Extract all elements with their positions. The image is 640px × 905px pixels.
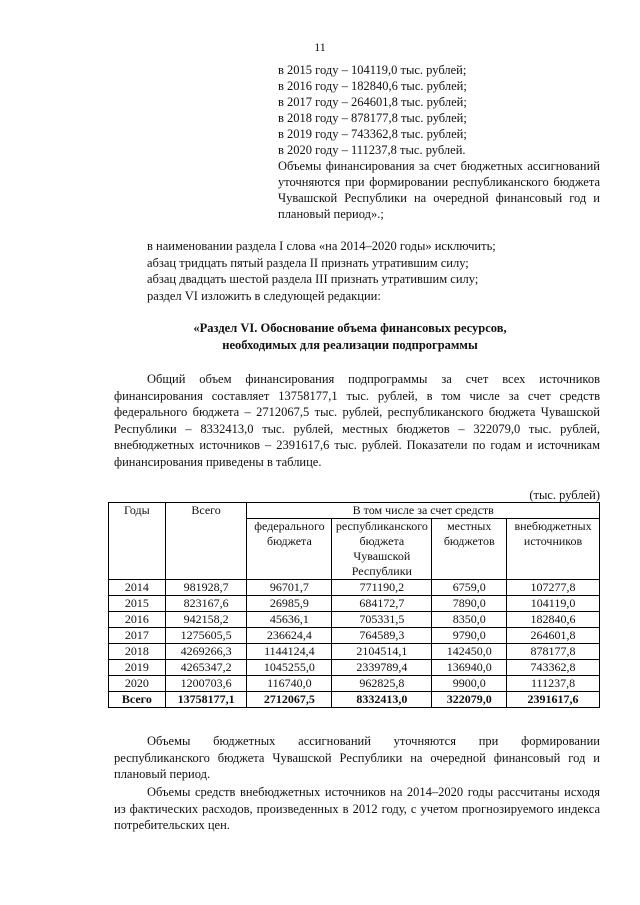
cell-total: 823167,6 (165, 596, 247, 612)
amendment-line: абзац тридцать пятый раздела II признать утратившим силу; (147, 255, 469, 270)
cell-federal: 1045255,0 (247, 660, 332, 676)
cell-total: 1275605,5 (165, 628, 247, 644)
year-line: в 2015 году – 104119,0 тыс. рублей; (278, 63, 467, 77)
table-row (109, 580, 600, 596)
cell-extrabudget: 104119,0 (507, 596, 600, 612)
header-extrabudget: внебюджетных источников (507, 519, 600, 580)
amendment-line: в наименовании раздела I слова «на 2014–2020 годы» исключить; (147, 239, 496, 253)
amendment-line: абзац двадцать шестой раздела III признать утратившим силу; (147, 272, 479, 286)
cell-federal: 1144124,4 (247, 644, 332, 660)
indented-paragraph: Объемы финансирования за счет бюджетных ассигнований уточняются при формировании республиканского бюджета Чувашской Республики на очередной финансовый год и плановый период».; (278, 159, 600, 221)
table-row (109, 644, 600, 660)
cell-republican: 771190,2 (332, 580, 432, 596)
financing-table (108, 502, 600, 708)
cell-extrabudget: 878177,8 (507, 644, 600, 660)
cell-year: 2018 (109, 644, 166, 660)
cell-extrabudget: 264601,8 (507, 628, 600, 644)
cell-extrabudget: 2391617,6 (507, 692, 600, 708)
cell-total: 4265347,2 (165, 660, 247, 676)
cell-year: 2016 (109, 612, 166, 628)
section-heading (110, 320, 590, 354)
table-row (109, 596, 600, 612)
cell-local: 322079,0 (432, 692, 507, 708)
indented-block (278, 62, 600, 222)
amendments-list (147, 238, 607, 304)
table-row (109, 612, 600, 628)
paragraph-extrabudget-sources: Объемы средств внебюджетных источников на 2014–2020 годы рассчитаны исходя из фактических расходов, произведенных в 2012 году, с учетом прогнозируемого индекса потребительских цен. (114, 785, 600, 832)
cell-republican: 962825,8 (332, 676, 432, 692)
cell-republican: 2339789,4 (332, 660, 432, 676)
cell-year: 2017 (109, 628, 166, 644)
cell-republican: 8332413,0 (332, 692, 432, 708)
cell-total: 4269266,3 (165, 644, 247, 660)
cell-federal: 2712067,5 (247, 692, 332, 708)
table-row (109, 676, 600, 692)
header-republican: республиканского бюджета Чувашской Республики (332, 519, 432, 580)
cell-federal: 45636,1 (247, 612, 332, 628)
year-line: в 2017 году – 264601,8 тыс. рублей; (278, 95, 467, 109)
cell-total: 13758177,1 (165, 692, 247, 708)
year-line: в 2020 году – 111237,8 тыс. рублей. (278, 143, 466, 157)
year-line: в 2018 году – 878177,8 тыс. рублей; (278, 111, 467, 125)
cell-federal: 26985,9 (247, 596, 332, 612)
page-number: 11 (314, 40, 326, 54)
header-including: В том числе за счет средств (247, 503, 600, 519)
cell-republican: 2104514,1 (332, 644, 432, 660)
header-federal: федерального бюджета (247, 519, 332, 580)
cell-republican: 764589,3 (332, 628, 432, 644)
cell-extrabudget: 182840,6 (507, 612, 600, 628)
table-row (109, 628, 600, 644)
header-years: Годы (109, 503, 166, 580)
header-total: Всего (165, 503, 247, 580)
cell-republican: 684172,7 (332, 596, 432, 612)
cell-local: 8350,0 (432, 612, 507, 628)
cell-year: 2019 (109, 660, 166, 676)
cell-republican: 705331,5 (332, 612, 432, 628)
amendment-line: раздел VI изложить в следующей редакции: (147, 288, 381, 303)
table-total-row (109, 692, 600, 708)
cell-local: 136940,0 (432, 660, 507, 676)
cell-total-label: Всего (109, 692, 166, 708)
paragraph-total-financing: Общий объем финансирования подпрограммы за счет всех источников финансирования составляет 13758177,1 тыс. рублей, в том числе за счет средств федерального бюджета – 2712067,5 тыс. рублей, республиканского бюджета Чувашской Республики – 8332413,0 тыс. рублей, местных бюджетов – 322079,0 тыс. рублей, внебюджетных источников – 2391617,6 тыс. рублей. Показатели по годам и источникам финансирования приведены в таблице. (114, 372, 600, 469)
cell-year: 2015 (109, 596, 166, 612)
year-line: в 2016 году – 182840,6 тыс. рублей; (278, 79, 467, 93)
table-units: (тыс. рублей) (529, 488, 600, 502)
cell-total: 1200703,6 (165, 676, 247, 692)
cell-extrabudget: 743362,8 (507, 660, 600, 676)
cell-local: 142450,0 (432, 644, 507, 660)
cell-federal: 236624,4 (247, 628, 332, 644)
cell-federal: 116740,0 (247, 676, 332, 692)
year-line: в 2019 году – 743362,8 тыс. рублей; (278, 127, 467, 141)
cell-total: 981928,7 (165, 580, 247, 596)
cell-local: 6759,0 (432, 580, 507, 596)
cell-year: 2014 (109, 580, 166, 596)
paragraph-budget-allocations: Объемы бюджетных ассигнований уточняются при формировании республиканского бюджета Чувашской Республики на очередной финансовый год и плановый период. (114, 734, 600, 781)
heading-line: необходимых для реализации подпрограммы (222, 338, 478, 352)
cell-local: 9790,0 (432, 628, 507, 644)
cell-extrabudget: 107277,8 (507, 580, 600, 596)
cell-federal: 96701,7 (247, 580, 332, 596)
header-local: местных бюджетов (432, 519, 507, 580)
heading-line: «Раздел VI. Обоснование объема финансовых ресурсов, (193, 321, 507, 335)
cell-year: 2020 (109, 676, 166, 692)
cell-local: 7890,0 (432, 596, 507, 612)
cell-local: 9900,0 (432, 676, 507, 692)
cell-extrabudget: 111237,8 (507, 676, 600, 692)
table-row (109, 660, 600, 676)
cell-total: 942158,2 (165, 612, 247, 628)
